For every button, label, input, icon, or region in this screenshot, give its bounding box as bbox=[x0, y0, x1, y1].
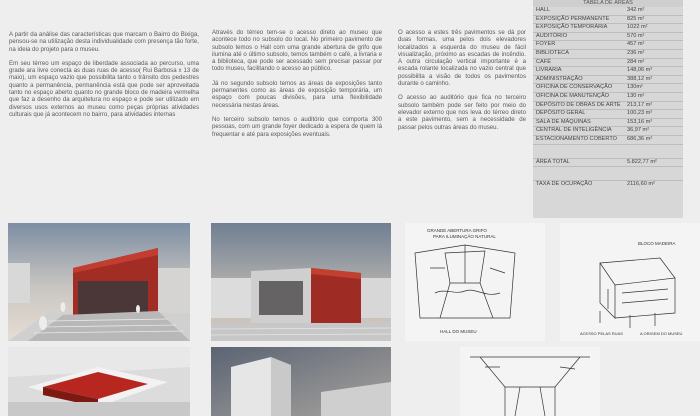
circulation-column bbox=[398, 29, 526, 138]
area-total-label: ÁREA TOTAL bbox=[536, 158, 570, 165]
sketch-block-caption-a: ACESSO PELAS RUAS bbox=[580, 331, 623, 336]
area-row bbox=[533, 67, 683, 76]
area-table bbox=[533, 0, 683, 218]
area-row-value: 100,23 m² bbox=[627, 110, 653, 117]
access-paragraph-1: Através do térreo tem-se o acesso direto ao museu que acontece todo no subsolo do local. No primeiro pavimento de subsolo temos o Hall com uma grande abertura de grifo que ilumina até o último subsolo, temos também o café, a livraria e a biblioteca, que pode ser acessado sem precisar passar por todo museu, facilitando o acesso ao público. bbox=[212, 29, 382, 73]
sketch-hall-label-a: GRANDE ABERTURA GRIFO bbox=[427, 228, 487, 233]
area-row-label: BIBLIOTECA bbox=[536, 49, 569, 56]
occupancy-value: 2116,60 m² bbox=[627, 181, 655, 188]
area-row-label: FOYER bbox=[536, 41, 556, 48]
area-row-value: 686,36 m² bbox=[627, 135, 653, 142]
area-row bbox=[533, 136, 683, 145]
sketch-hall bbox=[405, 223, 545, 341]
area-row bbox=[533, 33, 683, 42]
intro-column bbox=[9, 31, 199, 125]
circulation-paragraph-2: O acesso ao auditório que fica no terceiro subsolo também pode ser feito por meio do elevador externo que nos leva do térreo direto a este pavimento, sem a necessidade de passar pelos outras áreas do museu. bbox=[398, 94, 526, 131]
sketch-hall-caption: HALL DO MUSEU bbox=[440, 329, 477, 334]
area-row bbox=[533, 127, 683, 136]
area-row-value: 153,16 m² bbox=[627, 118, 653, 125]
circulation-paragraph-1: O acesso a estes três pavimentos se dá por duas formas, uma pelos dois elevadores localizados a esquerda do museu de fácil visualização, próximo as escadas de incêndio. A outra circulação vertical importante é a escada rolante localizada no vazio central que possibilita a visão de todos os pavimentos durante o caminho. bbox=[398, 29, 526, 88]
area-row-value: 148,06 m² bbox=[627, 67, 653, 74]
area-row bbox=[533, 7, 683, 16]
area-row-value: 236 m² bbox=[627, 49, 645, 56]
sketch-hall-label-b: PARA ILUMINAÇÃO NATURAL bbox=[433, 234, 496, 239]
area-row bbox=[533, 102, 683, 111]
sketch-block-caption-b: A ORIGEM DO MUSEU bbox=[640, 331, 683, 336]
area-row bbox=[533, 24, 683, 33]
area-table-title: TABELA DE ÁREAS bbox=[533, 0, 683, 7]
area-row-label: CAFÉ bbox=[536, 58, 551, 65]
area-row-value: 825 m² bbox=[627, 15, 645, 22]
render-street-perspective bbox=[8, 223, 190, 341]
area-row-value: 342 m² bbox=[627, 7, 645, 13]
area-row-value: 130m² bbox=[627, 84, 643, 91]
intro-paragraph-2: Em seu térreo um espaço de liberdade associada ao percurso, uma grade ara livre conecta as duas ruas de acesso( Rui Barbosa x 13 de maio), um espaço vazio que possibilita tanto o trânsito dos pedestres quanto a permanência, permanência está que pode ser aproveitada tanto no espaço aberto quanto no grande bloco de madeira vermelha que faz a desenho da arquitetura no espaço e pode ser utilizado em diversos usos externos ao museu como peças próprias atividades culturais que já acontecem no bairro, para atividades internas bbox=[9, 59, 199, 118]
area-row-value: 36,97 m² bbox=[627, 127, 650, 134]
area-row-label: SALA DE MÁQUINAS bbox=[536, 118, 591, 125]
area-row bbox=[533, 41, 683, 50]
render-night-view bbox=[211, 347, 391, 416]
area-table-rows bbox=[533, 7, 683, 145]
area-row-label: OFICINA DE MANUTENÇÃO bbox=[536, 92, 610, 99]
area-row-value: 388,12 m² bbox=[627, 75, 653, 82]
access-paragraph-3: No terceiro subsolo temos o auditório que comporta 300 pessoas, com um grande foyer dedicado a espera de quem lá frequentar e até para exposições eventuais. bbox=[212, 115, 382, 138]
area-row-label: LIVRARIA bbox=[536, 67, 562, 74]
occupancy-row bbox=[533, 181, 683, 189]
area-total-row bbox=[533, 159, 683, 168]
area-row-value: 284 m² bbox=[627, 58, 645, 65]
area-row-label: ADMINISTRAÇÃO bbox=[536, 75, 583, 82]
area-row-label: CENTRAL DE INTELIGÊNCIA bbox=[536, 127, 612, 134]
area-row-label: ESTACIONAMENTO COBERTO bbox=[536, 135, 618, 142]
render-corner-perspective bbox=[211, 223, 391, 341]
occupancy-label: TAXA DE OCUPAÇÃO bbox=[536, 181, 593, 188]
area-row bbox=[533, 50, 683, 59]
area-row-value: 1022 m² bbox=[627, 24, 648, 31]
sketch-wood-block bbox=[560, 223, 700, 341]
intro-paragraph-1: A partir da análise das características que marcam o Bairro do Bixiga, pensou-se na utilização desta individualidade com presença tão forte, na ideia do projeto para o museu. bbox=[9, 31, 199, 53]
area-row-label: DEPÓSITO DE OBRAS DE ARTE bbox=[536, 101, 621, 108]
sketch-block-label: BLOCO MADEIRA bbox=[638, 241, 676, 246]
render-aerial-view bbox=[8, 347, 190, 416]
sketch-interior bbox=[460, 347, 600, 416]
area-row-label: OFICINA DE CONSERVAÇÃO bbox=[536, 84, 613, 91]
area-row-value: 213,17 m² bbox=[627, 101, 653, 108]
area-row bbox=[533, 110, 683, 119]
area-row-value: 457 m² bbox=[627, 41, 645, 48]
area-row-label: DEPÓSITO GERAL bbox=[536, 110, 586, 117]
area-row-label: HALL bbox=[536, 7, 550, 13]
area-row-label: EXPOSIÇÃO TEMPORÁRIA bbox=[536, 24, 608, 31]
area-row bbox=[533, 93, 683, 102]
area-row bbox=[533, 16, 683, 25]
area-row-value: 570 m² bbox=[627, 32, 645, 39]
area-row bbox=[533, 84, 683, 93]
access-paragraph-2: Já no segundo subsolo temos as áreas de exposições tanto permanentes como as áreas de exposição temporária, um espaço com poucas divisões, para uma flexibilidade necessária nestas áreas. bbox=[212, 79, 382, 109]
area-total-value: 5.822,77 m² bbox=[627, 158, 657, 165]
area-row-value: 130 m² bbox=[627, 92, 645, 99]
access-column bbox=[212, 29, 382, 145]
area-row bbox=[533, 59, 683, 68]
area-row-label: EXPOSIÇÃO PERMANENTE bbox=[536, 15, 610, 22]
area-row-label: AUDITÓRIO bbox=[536, 32, 568, 39]
